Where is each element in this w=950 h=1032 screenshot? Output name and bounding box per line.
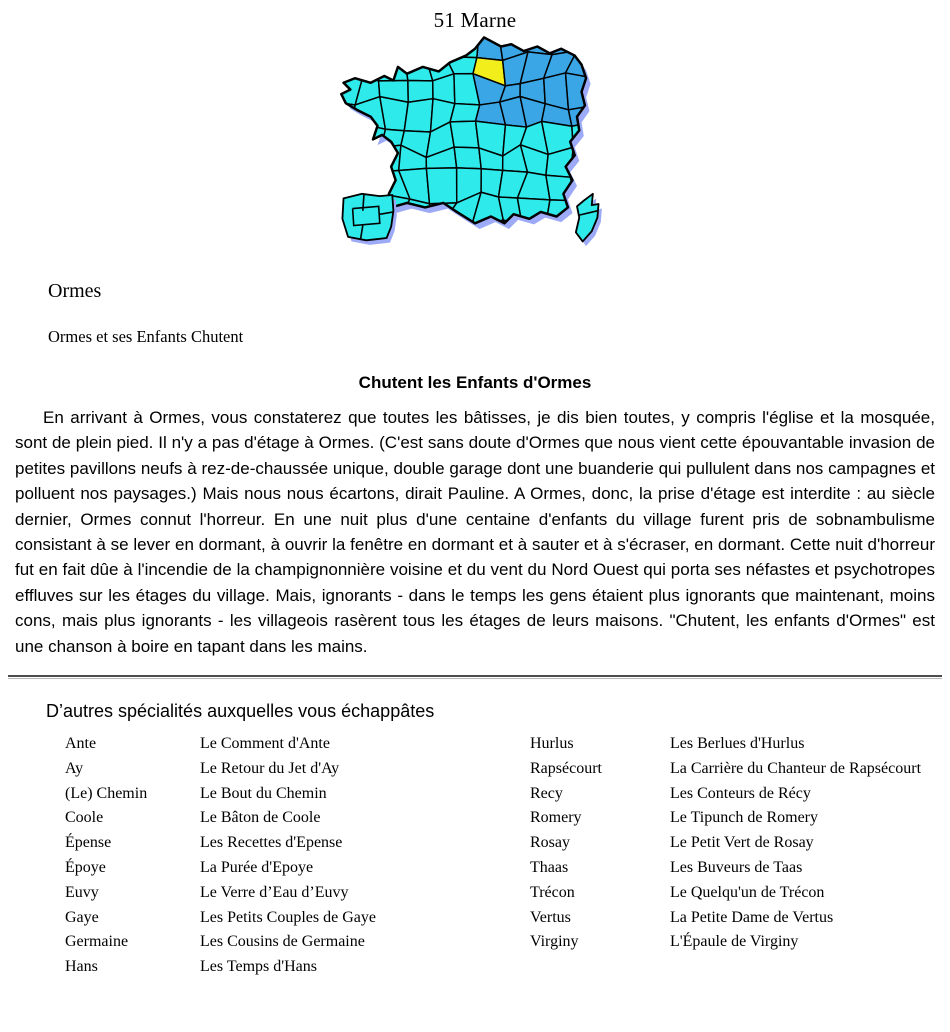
place-name: Thaas [530,859,569,877]
specialty-name: Le Bout du Chemin [200,784,327,802]
page-title: 51 Marne [433,8,517,32]
table-row [65,955,530,980]
place-name: Rosay [530,834,570,852]
place-name: Gaye [65,908,99,926]
france-map-container [0,35,950,262]
place-name: Vertus [530,908,571,926]
table-row [530,831,950,856]
table-row [530,757,950,782]
table-row [65,930,530,955]
divider [8,675,942,679]
france-departments-map-icon [339,35,611,262]
place-name: Recy [530,784,563,802]
place-name: Romery [530,809,582,827]
specialties-table [0,732,950,980]
place-name: Hurlus [530,735,574,753]
place-name: Épense [65,834,112,852]
table-row [530,806,950,831]
place-name: Hans [65,958,98,976]
commune-subheading: Ormes et ses Enfants Chutent [48,327,244,346]
specialty-name: Les Berlues d'Hurlus [670,735,805,753]
specialty-name: La Carrière du Chanteur de Rapsécourt [670,759,922,777]
document-page [0,8,950,980]
table-row [65,782,530,807]
specialty-name: La Petite Dame de Vertus [670,908,834,926]
table-row [65,806,530,831]
place-name: Époye [65,859,106,877]
table-row [530,906,950,931]
specialty-name: Les Buveurs de Taas [670,859,803,877]
table-row [65,856,530,881]
story-title: Chutent les Enfants d'Ormes [358,373,592,392]
specialties-column-left [65,732,530,980]
commune-heading: Ormes [48,280,102,302]
specialties-heading: D’autres spécialités auxquelles vous échappâtes [46,701,435,722]
specialty-name: Le Quelqu'un de Trécon [670,883,825,901]
place-name: Rapsécourt [530,759,602,777]
specialty-name: Le Verre d’Eau d’Euvy [200,883,349,901]
specialty-name: Les Temps d'Hans [200,958,318,976]
place-name: Coole [65,809,104,827]
table-row [65,831,530,856]
table-row [65,906,530,931]
specialty-name: Les Petits Couples de Gaye [200,908,376,926]
specialty-name: Les Recettes d'Epense [200,834,343,852]
specialty-name: Le Comment d'Ante [200,735,330,753]
story-paragraph: En arrivant à Ormes, vous constaterez que toutes les bâtisses, je dis bien toutes, y compris l'église et la mosquée, sont de plein pied. Il n'y a pas d'étage à Ormes. (C'est sans doute d'Ormes que nous vient cette épouvantable invasion de petites pavillons neufs à rez-de-chaussée unique, double garage dont une buanderie qui pullulent dans nos campagnes et polluent nos paysages.) Mais nous nous écartons, dirait Pauline. A Ormes, donc, la prise d'étage est interdite : au siècle dernier, Ormes connut l'horreur. En une nuit plus d'une centaine d'enfants du village furent pris de sobnambulisme consistant à se lever en dormant, à ouvrir la fenêtre en dormant et à sauter et à s'écraser, en dormant. Cette nuit d'horreur fut en fait dûe à l'incendie de la champignonnière voisine et du vent du Nord Ouest qui porta ses néfastes et psychotropes effluves sur les étages du village. Mais, ignorants - dans le temps les gens étaient plus ignorants que maintenant, moins cons, mais plus ignorants - les villageois rasèrent tous les étages de leurs maisons. "Chutent, les enfants d'Ormes" est une chanson à boire en tapant dans les mains. [15,408,935,656]
table-row [530,782,950,807]
place-name: Virginy [530,933,579,951]
specialty-name: Le Retour du Jet d'Ay [200,759,340,777]
place-name: Euvy [65,883,99,901]
place-name: Ante [65,735,97,753]
place-name: Ay [65,759,84,777]
specialty-name: Les Conteurs de Récy [670,784,811,802]
table-row [530,881,950,906]
place-name: Trécon [530,883,575,901]
specialties-column-right [530,732,950,980]
specialty-name: Le Tipunch de Romery [670,809,818,827]
table-row [530,930,950,955]
table-row [65,881,530,906]
specialty-name: Le Petit Vert de Rosay [670,834,814,852]
place-name: (Le) Chemin [65,784,148,802]
specialty-name: Les Cousins de Germaine [200,933,365,951]
table-row [530,856,950,881]
specialty-name: La Purée d'Epoye [200,859,314,877]
place-name: Germaine [65,933,129,951]
specialty-name: L'Épaule de Virginy [670,933,799,951]
table-row [65,757,530,782]
table-row [530,732,950,757]
table-row [65,732,530,757]
specialty-name: Le Bâton de Coole [200,809,321,827]
